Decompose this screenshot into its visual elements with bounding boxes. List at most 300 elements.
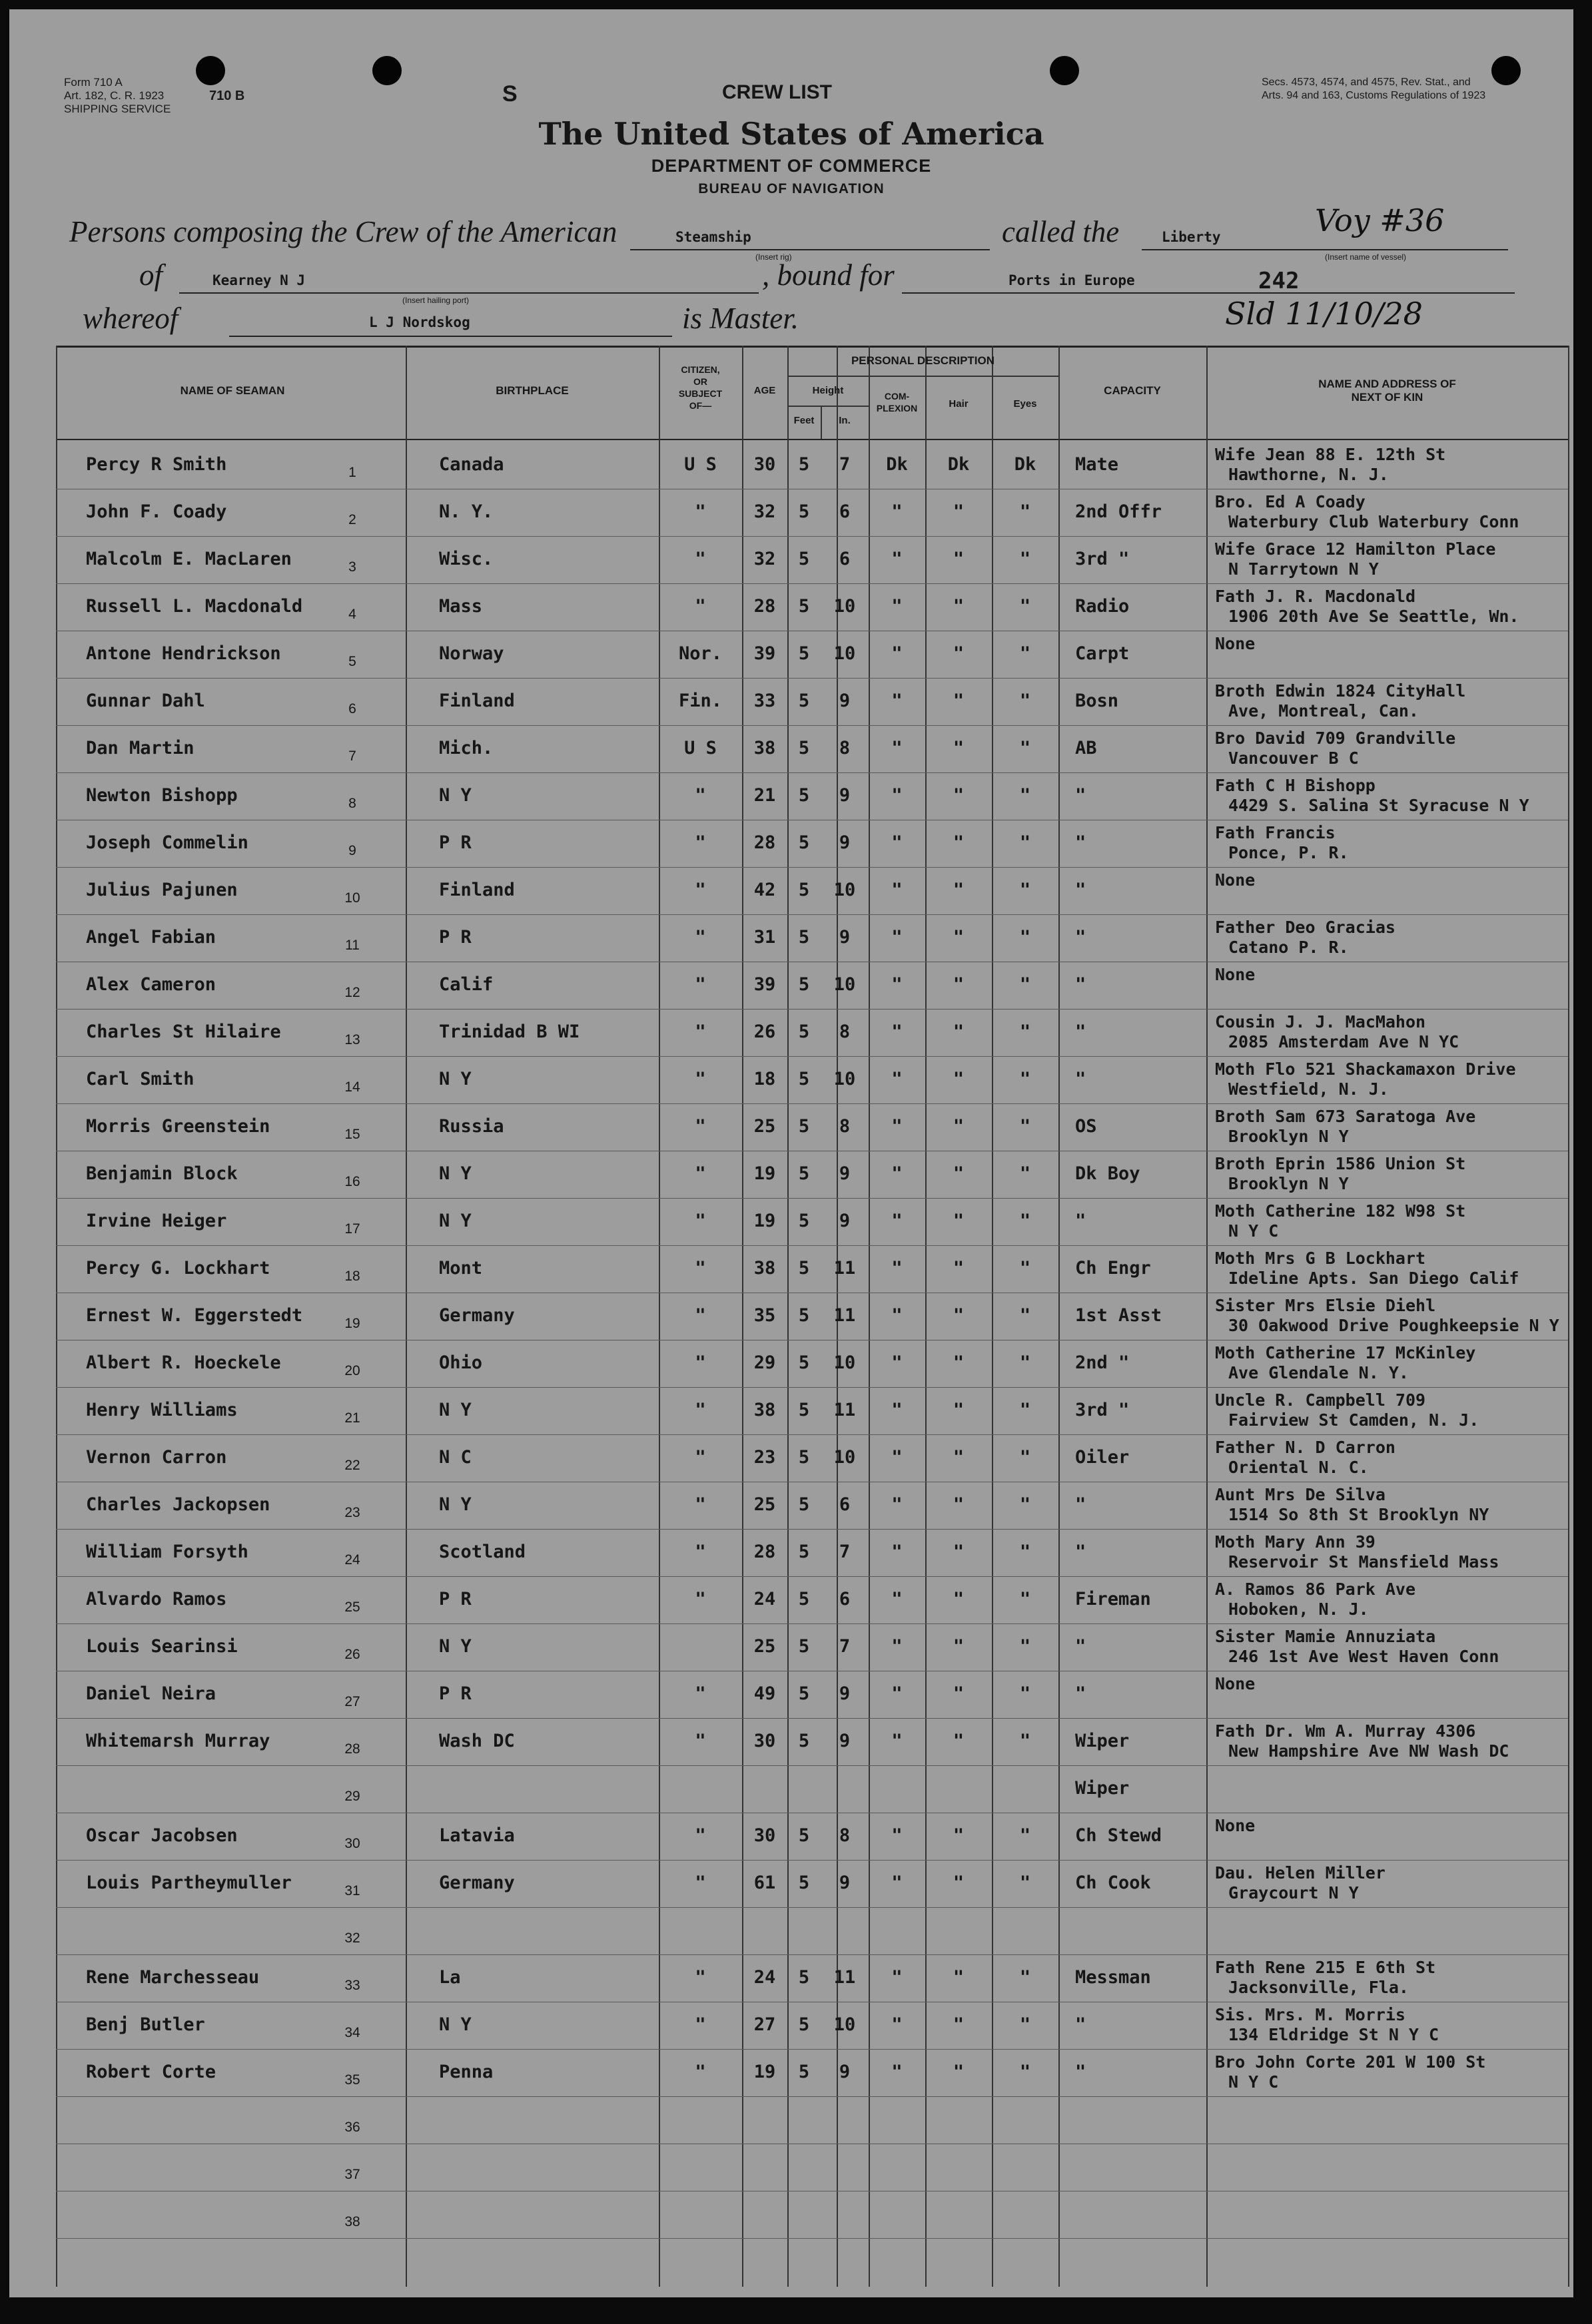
crew-inches: 9 [839, 927, 851, 948]
crew-feet: 5 [798, 1211, 810, 1231]
crew-eyes: " [1019, 927, 1031, 948]
crew-citizen: " [695, 927, 706, 948]
crew-name: Charles Jackopsen [86, 1494, 270, 1515]
crew-inches: 9 [839, 1873, 851, 1893]
crew-citizen: " [695, 974, 706, 995]
crew-feet: 5 [798, 1069, 810, 1089]
crew-age: 42 [753, 880, 776, 900]
crew-complexion: " [891, 1400, 903, 1420]
crew-inches: 9 [839, 2062, 851, 2082]
crew-kin-line-2: 246 1st Ave West Haven Conn [1228, 1647, 1499, 1666]
crew-name: Louis Searinsi [86, 1636, 238, 1657]
crew-citizen: " [695, 501, 706, 522]
crew-kin-line-2: Waterbury Club Waterbury Conn [1228, 512, 1519, 531]
vessel-name-hint: (Insert name of vessel) [1325, 252, 1407, 262]
crew-citizen: " [695, 1211, 706, 1231]
crew-age: 39 [753, 643, 776, 664]
crew-birthplace: Ohio [439, 1352, 483, 1373]
crew-kin-line-2: Reservoir St Mansfield Mass [1228, 1552, 1499, 1572]
crew-feet: 5 [798, 691, 810, 711]
row-rule [56, 1623, 1568, 1624]
crew-eyes: " [1019, 1967, 1031, 1988]
bureau-name: BUREAU OF NAVIGATION [698, 181, 885, 196]
crew-kin-line-2: Ponce, P. R. [1228, 843, 1349, 862]
crew-kin-line-1: Moth Catherine 17 McKinley [1215, 1343, 1476, 1362]
row-number: 3 [348, 559, 356, 575]
crew-feet: 5 [798, 501, 810, 522]
crew-eyes: " [1019, 880, 1031, 900]
crew-age: 38 [753, 1258, 776, 1279]
row-number: 34 [344, 2025, 360, 2040]
form-label: CREW LIST [722, 81, 832, 103]
crew-birthplace: Mich. [439, 738, 494, 758]
crew-hair: " [953, 643, 965, 664]
row-number: 6 [348, 701, 356, 717]
crew-hair: " [953, 1873, 965, 1893]
crew-birthplace: Trinidad B WI [439, 1021, 580, 1042]
row-number: 36 [344, 2120, 360, 2135]
crew-capacity: Radio [1075, 596, 1130, 617]
row-number: 15 [344, 1127, 360, 1142]
crew-complexion: " [891, 691, 903, 711]
crew-capacity: " [1075, 1021, 1086, 1042]
row-number: 11 [345, 938, 360, 953]
crew-kin-line-1: Broth Eprin 1586 Union St [1215, 1154, 1466, 1173]
crew-capacity: " [1075, 927, 1086, 948]
sailed-note: Sld 11/10/28 [1225, 296, 1423, 332]
crew-name: Dan Martin [86, 738, 195, 758]
crew-citizen: " [695, 1305, 706, 1326]
row-number: 7 [348, 748, 356, 764]
crew-inches: 11 [833, 1305, 856, 1326]
crew-feet: 5 [798, 927, 810, 948]
row-rule [56, 1765, 1568, 1766]
crew-name: Robert Corte [86, 2062, 216, 2082]
crew-feet: 5 [798, 1021, 810, 1042]
punch-hole [372, 56, 402, 85]
crew-eyes: " [1019, 1447, 1031, 1468]
crew-eyes: " [1019, 1021, 1031, 1042]
crew-kin-line-1: Moth Mary Ann 39 [1215, 1532, 1376, 1552]
crew-hair: " [953, 1021, 965, 1042]
crew-inches: 9 [839, 1211, 851, 1231]
crew-feet: 5 [798, 1825, 810, 1846]
crew-age: 24 [753, 1967, 776, 1988]
crew-inches: 9 [839, 1731, 851, 1751]
row-number: 30 [344, 1836, 360, 1851]
crew-age: 25 [753, 1116, 776, 1137]
row-number: 27 [344, 1694, 360, 1709]
crew-citizen: Fin. [678, 691, 723, 711]
crew-kin-line-1: Cousin J. J. MacMahon [1215, 1012, 1426, 1031]
crew-kin-line-1: Uncle R. Campbell 709 [1215, 1390, 1426, 1410]
crew-feet: 5 [798, 643, 810, 664]
crew-hair: " [953, 880, 965, 900]
crew-feet: 5 [798, 1731, 810, 1751]
crew-inches: 11 [833, 1258, 856, 1279]
crew-birthplace: Mass [439, 596, 483, 617]
crew-capacity: Ch Stewd [1075, 1825, 1162, 1846]
crew-name: Julius Pajunen [86, 880, 238, 900]
crew-kin-line-2: N Tarrytown N Y [1228, 559, 1379, 579]
crew-age: 19 [753, 1163, 776, 1184]
crew-citizen: " [695, 785, 706, 806]
crew-hair: " [953, 832, 965, 853]
department-name: DEPARTMENT OF COMMERCE [651, 156, 932, 176]
crew-kin-line-2: 1906 20th Ave Se Seattle, Wn. [1228, 607, 1519, 626]
crew-capacity: " [1075, 2014, 1086, 2035]
col-age: AGE [753, 385, 776, 396]
crew-birthplace: P R [439, 1683, 472, 1704]
crew-kin-line-1: Sister Mamie Annuziata [1215, 1627, 1436, 1646]
crew-capacity: " [1075, 974, 1086, 995]
crew-feet: 5 [798, 549, 810, 569]
form-label-partial: S [502, 81, 518, 107]
crew-eyes: " [1019, 596, 1031, 617]
crew-birthplace: P R [439, 1589, 472, 1609]
crew-name: Benj Butler [86, 2014, 205, 2035]
crew-birthplace: N Y [439, 1494, 472, 1515]
crew-kin-line-2: 4429 S. Salina St Syracuse N Y [1228, 796, 1529, 815]
statute-reference: Secs. 4573, 4574, and 4575, Rev. Stat., and Arts. 94 and 163, Customs Regulations of 1923 [1262, 77, 1486, 101]
crew-capacity: Fireman [1075, 1589, 1151, 1609]
row-number: 23 [344, 1505, 360, 1520]
crew-hair: " [953, 1211, 965, 1231]
crew-complexion: " [891, 549, 903, 569]
crew-citizen: U S [684, 454, 717, 475]
crew-eyes: " [1019, 643, 1031, 664]
crew-hair: " [953, 927, 965, 948]
crew-inches: 6 [839, 1589, 851, 1609]
crew-citizen: " [695, 1258, 706, 1279]
crew-inches: 9 [839, 691, 851, 711]
crew-inches: 8 [839, 1825, 851, 1846]
crew-age: 49 [753, 1683, 776, 1704]
column-rule [56, 346, 57, 2287]
crew-birthplace: Finland [439, 880, 515, 900]
crew-citizen: " [695, 1447, 706, 1468]
crew-complexion: " [891, 643, 903, 664]
crew-eyes: " [1019, 691, 1031, 711]
crew-complexion: " [891, 501, 903, 522]
crew-name: Ernest W. Eggerstedt [86, 1305, 303, 1326]
crew-kin-line-2: Catano P. R. [1228, 938, 1349, 957]
crew-kin-line-1: Father Deo Gracias [1215, 918, 1395, 937]
row-rule [56, 1198, 1568, 1199]
crew-inches: 8 [839, 1116, 851, 1137]
crew-complexion: " [891, 1069, 903, 1089]
crew-eyes: " [1019, 1211, 1031, 1231]
crew-birthplace: Wash DC [439, 1731, 515, 1751]
crew-complexion: " [891, 1305, 903, 1326]
row-rule [56, 1860, 1568, 1861]
crew-birthplace: Penna [439, 2062, 494, 2082]
form-reference: Form 710 A Art. 182, C. R. 1923 SHIPPING SERVICE [64, 76, 171, 115]
crew-name: Albert R. Hoeckele [86, 1352, 281, 1373]
crew-eyes: " [1019, 1873, 1031, 1893]
punch-hole [1050, 56, 1079, 85]
crew-kin-line-1: Fath Dr. Wm A. Murray 4306 [1215, 1721, 1476, 1741]
crew-name: Alvardo Ramos [86, 1589, 227, 1609]
col-birthplace: BIRTHPLACE [496, 384, 569, 397]
crew-inches: 7 [839, 454, 851, 475]
crew-complexion: " [891, 2062, 903, 2082]
crew-citizen: " [695, 596, 706, 617]
column-rule [1206, 346, 1208, 2287]
crew-capacity: Mate [1075, 454, 1119, 475]
col-inches: In. [839, 415, 851, 426]
crew-name: Oscar Jacobsen [86, 1825, 238, 1846]
crew-kin-line-1: Wife Grace 12 Hamilton Place [1215, 539, 1496, 559]
crew-citizen: " [695, 1400, 706, 1420]
crew-feet: 5 [798, 596, 810, 617]
crew-feet: 5 [798, 2062, 810, 2082]
crew-inches: 10 [833, 1069, 856, 1089]
crew-eyes: " [1019, 1825, 1031, 1846]
crew-feet: 5 [798, 1400, 810, 1420]
crew-list-sheet [9, 9, 1573, 2297]
crew-inches: 7 [839, 1636, 851, 1657]
whereof-text: whereof [83, 302, 179, 335]
row-number: 26 [344, 1647, 360, 1662]
crew-feet: 5 [798, 1683, 810, 1704]
crew-feet: 5 [798, 785, 810, 806]
row-number: 10 [344, 890, 360, 906]
crew-age: 32 [753, 549, 776, 569]
crew-capacity: " [1075, 1542, 1086, 1562]
crew-inches: 6 [839, 1494, 851, 1515]
crew-citizen: Nor. [678, 643, 723, 664]
crew-eyes: " [1019, 1683, 1031, 1704]
crew-capacity: Messman [1075, 1967, 1151, 1988]
crew-birthplace: P R [439, 927, 472, 948]
crew-age: 35 [753, 1305, 776, 1326]
crew-citizen: " [695, 1021, 706, 1042]
vessel-type-hint: (Insert rig) [755, 252, 792, 262]
crew-kin-line-1: Fath J. R. Macdonald [1215, 587, 1416, 606]
height-rule [787, 406, 869, 407]
crew-name: Alex Cameron [86, 974, 216, 995]
crew-birthplace: Calif [439, 974, 494, 995]
crew-feet: 5 [798, 2014, 810, 2035]
vessel-type-underline [630, 249, 990, 250]
crew-eyes: " [1019, 1116, 1031, 1137]
crew-kin-line-1: Moth Mrs G B Lockhart [1215, 1249, 1426, 1268]
crew-kin-line-1: Sister Mrs Elsie Diehl [1215, 1296, 1436, 1315]
crew-age: 19 [753, 1211, 776, 1231]
crew-capacity: Ch Cook [1075, 1873, 1151, 1893]
crew-age: 25 [753, 1636, 776, 1657]
crew-birthplace: Norway [439, 643, 504, 664]
row-number: 12 [344, 985, 360, 1000]
crew-eyes: " [1019, 832, 1031, 853]
row-number: 35 [344, 2072, 360, 2088]
crew-age: 33 [753, 691, 776, 711]
row-rule [56, 914, 1568, 915]
crew-capacity: " [1075, 785, 1086, 806]
crew-feet: 5 [798, 1967, 810, 1988]
crew-name: Vernon Carron [86, 1447, 227, 1468]
row-number: 4 [348, 607, 356, 622]
crew-inches: 11 [833, 1967, 856, 1988]
crew-complexion: " [891, 2014, 903, 2035]
crew-citizen: " [695, 832, 706, 853]
crew-eyes: " [1019, 974, 1031, 995]
crew-hair: " [953, 1447, 965, 1468]
col-eyes: Eyes [1013, 398, 1037, 410]
row-rule [56, 867, 1568, 868]
crew-name: Antone Hendrickson [86, 643, 281, 664]
crew-name: Charles St Hilaire [86, 1021, 281, 1042]
row-rule [56, 1009, 1568, 1010]
row-rule [56, 2049, 1568, 2050]
crew-feet: 5 [798, 1352, 810, 1373]
row-rule [56, 1387, 1568, 1388]
col-next-of-kin: NAME AND ADDRESS OF NEXT OF KIN [1318, 378, 1456, 404]
crew-hair: " [953, 691, 965, 711]
row-number: 28 [344, 1741, 360, 1757]
row-rule [56, 2096, 1568, 2097]
crew-birthplace: N Y [439, 1163, 472, 1184]
crew-age: 61 [753, 1873, 776, 1893]
crew-complexion: " [891, 1021, 903, 1042]
crew-hair: " [953, 1400, 965, 1420]
crew-complexion: " [891, 1873, 903, 1893]
crew-capacity: Dk Boy [1075, 1163, 1140, 1184]
crew-complexion: Dk [886, 454, 908, 475]
crew-birthplace: N Y [439, 1069, 472, 1089]
crew-kin-line-1: Father N. D Carron [1215, 1438, 1395, 1457]
crew-complexion: " [891, 1352, 903, 1373]
crew-complexion: " [891, 1447, 903, 1468]
crew-feet: 5 [798, 738, 810, 758]
crew-feet: 5 [798, 832, 810, 853]
crew-citizen: " [695, 1352, 706, 1373]
crew-birthplace: La [439, 1967, 461, 1988]
crew-hair: " [953, 1825, 965, 1846]
crew-complexion: " [891, 1258, 903, 1279]
crew-eyes: " [1019, 1305, 1031, 1326]
row-rule [56, 1529, 1568, 1530]
row-number: 32 [344, 1930, 360, 1946]
crew-capacity: Ch Engr [1075, 1258, 1151, 1279]
crew-birthplace: P R [439, 832, 472, 853]
crew-name: Angel Fabian [86, 927, 216, 948]
crew-name: Whitemarsh Murray [86, 1731, 270, 1751]
crew-kin-line-2: Oriental N. C. [1228, 1458, 1369, 1477]
crew-kin-line-2: 2085 Amsterdam Ave N YC [1228, 1032, 1459, 1051]
crew-hair: " [953, 1636, 965, 1657]
crew-birthplace: Mont [439, 1258, 483, 1279]
crew-complexion: " [891, 880, 903, 900]
vessel-type-value: Steamship [675, 229, 751, 245]
crew-inches: 8 [839, 738, 851, 758]
crew-birthplace: Canada [439, 454, 504, 475]
crew-birthplace: Germany [439, 1873, 515, 1893]
crew-kin-line-2: Brooklyn N Y [1228, 1127, 1349, 1146]
row-number: 18 [344, 1269, 360, 1284]
crew-citizen: " [695, 549, 706, 569]
crew-complexion: " [891, 1731, 903, 1751]
crew-hair: " [953, 1542, 965, 1562]
crew-birthplace: Finland [439, 691, 515, 711]
crew-birthplace: N Y [439, 2014, 472, 2035]
crew-age: 28 [753, 1542, 776, 1562]
of-text: of [139, 258, 163, 292]
crew-inches: 9 [839, 832, 851, 853]
crew-capacity: 2nd " [1075, 1352, 1130, 1373]
crew-kin-line-1: Aunt Mrs De Silva [1215, 1485, 1386, 1504]
crew-hair: " [953, 596, 965, 617]
row-rule [56, 2238, 1568, 2239]
row-number: 1 [348, 465, 356, 480]
crew-birthplace: Germany [439, 1305, 515, 1326]
crew-age: 30 [753, 1825, 776, 1846]
crew-complexion: " [891, 1211, 903, 1231]
crew-age: 27 [753, 2014, 776, 2035]
crew-name: Louis Partheymuller [86, 1873, 292, 1893]
crew-hair: " [953, 1494, 965, 1515]
crew-eyes: " [1019, 1069, 1031, 1089]
row-rule [56, 772, 1568, 773]
crew-feet: 5 [798, 1447, 810, 1468]
row-rule [56, 1907, 1568, 1908]
crew-kin-line-2: N Y C [1228, 2072, 1279, 2092]
crew-name: Henry Williams [86, 1400, 238, 1420]
crew-citizen: " [695, 1589, 706, 1609]
crew-hair: " [953, 501, 965, 522]
crew-eyes: " [1019, 1542, 1031, 1562]
crew-kin-line-2: New Hampshire Ave NW Wash DC [1228, 1741, 1509, 1761]
crew-birthplace: N C [439, 1447, 472, 1468]
crew-name: Joseph Commelin [86, 832, 248, 853]
row-number: 37 [344, 2167, 360, 2182]
crew-kin-line-1: Fath C H Bishopp [1215, 776, 1376, 795]
crew-age: 38 [753, 738, 776, 758]
crew-inches: 10 [833, 2014, 856, 2035]
crew-intro-text: Persons composing the Crew of the American [69, 215, 617, 248]
crew-hair: " [953, 785, 965, 806]
crew-feet: 5 [798, 1542, 810, 1562]
crew-hair: " [953, 1589, 965, 1609]
crew-complexion: " [891, 1163, 903, 1184]
crew-kin-line-2: 30 Oakwood Drive Poughkeepsie N Y [1228, 1316, 1559, 1335]
master-underline [229, 336, 672, 337]
crew-eyes: " [1019, 1163, 1031, 1184]
crew-hair: " [953, 2014, 965, 2035]
crew-kin-line-2: 1514 So 8th St Brooklyn NY [1228, 1505, 1489, 1524]
crew-hair: " [953, 1069, 965, 1089]
crew-kin-line-2: Vancouver B C [1228, 748, 1359, 768]
crew-kin-line-2: Fairview St Camden, N. J. [1228, 1410, 1479, 1430]
crew-age: 25 [753, 1494, 776, 1515]
crew-eyes: " [1019, 2062, 1031, 2082]
vessel-name-value: Liberty [1162, 229, 1221, 245]
crew-age: 30 [753, 454, 776, 475]
crew-hair: " [953, 1731, 965, 1751]
table-header-border [56, 439, 1568, 440]
row-number: 21 [344, 1410, 360, 1426]
crew-kin-line-1: Dau. Helen Miller [1215, 1863, 1386, 1883]
col-citizen: CITIZEN, OR SUBJECT OF— [678, 364, 723, 411]
crew-birthplace: Russia [439, 1116, 504, 1137]
crew-kin-line-1: Bro John Corte 201 W 100 St [1215, 2052, 1486, 2072]
column-rule [1568, 346, 1569, 2287]
document-title: The United States of America [538, 116, 1044, 152]
crew-hair: " [953, 1258, 965, 1279]
crew-capacity: 3rd " [1075, 1400, 1130, 1420]
crew-complexion: " [891, 738, 903, 758]
